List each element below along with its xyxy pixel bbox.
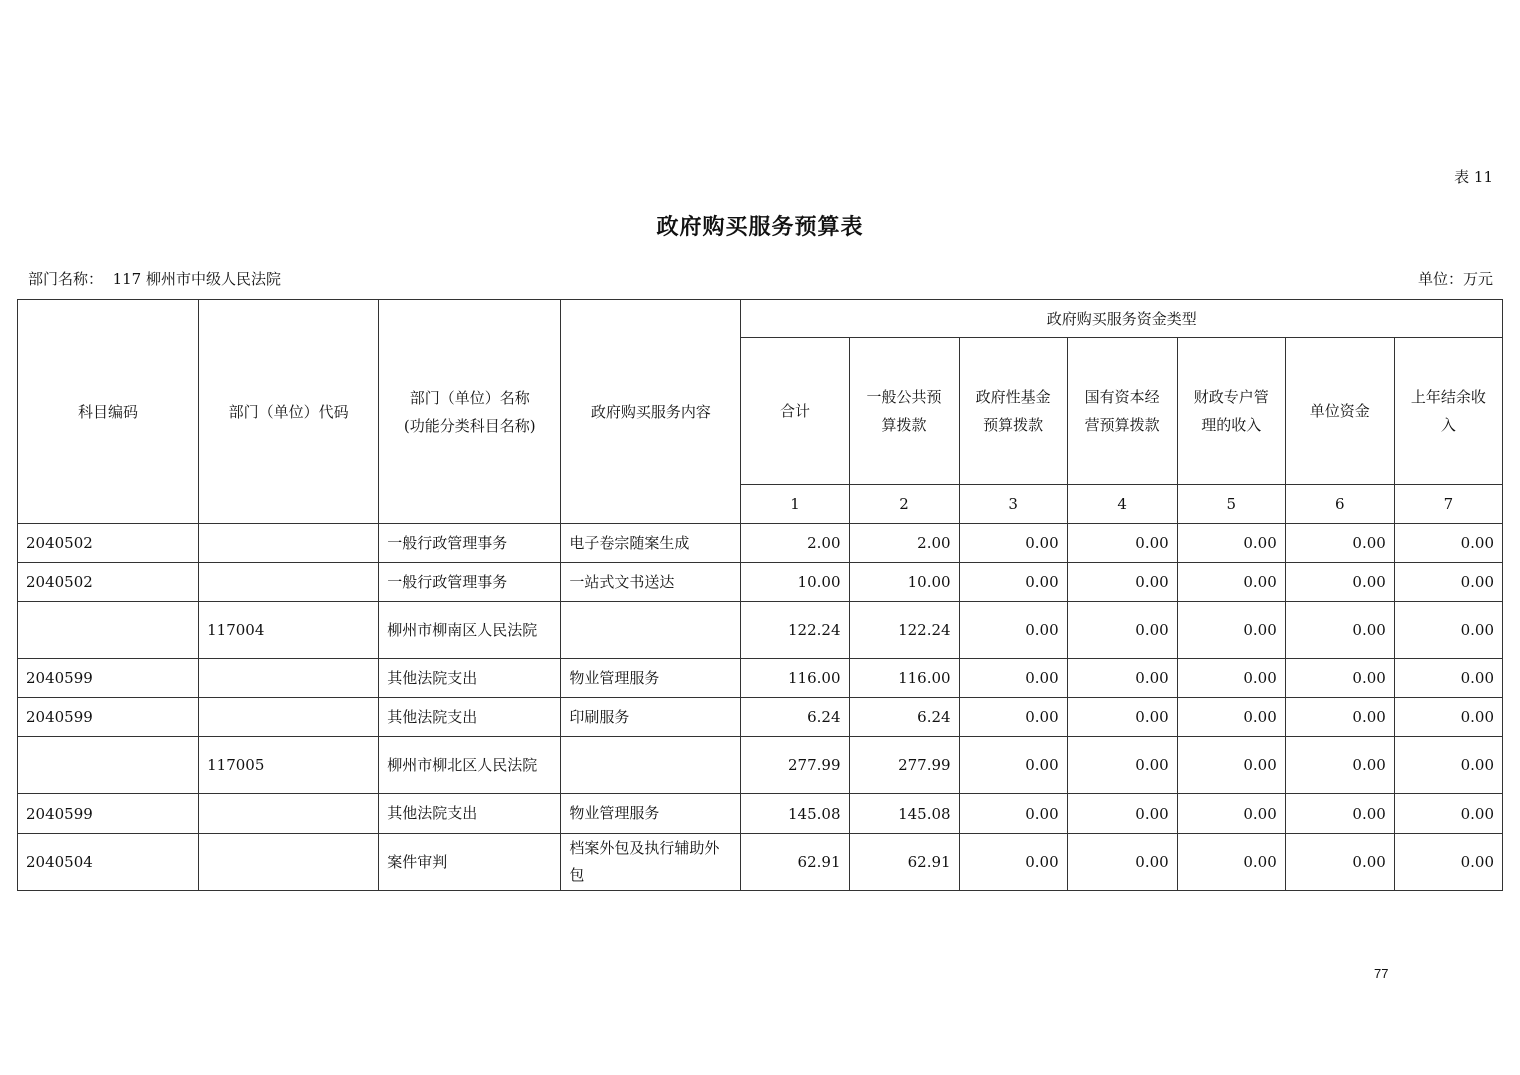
header-fund (1067, 338, 1177, 485)
header-fund-line1: 政府性基金 (975, 388, 1051, 406)
service-content-cell: 电子卷宗随案生成 (561, 524, 741, 563)
service-content-cell: 印刷服务 (561, 698, 741, 737)
amount-cell: 0.00 (1394, 737, 1502, 794)
table-number: 表 11 (1454, 168, 1493, 186)
header-fund-line1: 上年结余收 (1410, 388, 1486, 406)
amount-cell: 0.00 (1285, 563, 1394, 602)
amount-cell: 0.00 (1067, 698, 1177, 737)
amount-cell: 0.00 (1177, 737, 1285, 794)
department-line (28, 268, 281, 289)
header-fund-line2: 算拨款 (881, 416, 927, 434)
amount-cell: 277.99 (849, 737, 959, 794)
header-col-number: 5 (1177, 485, 1285, 524)
header-fund (1177, 338, 1285, 485)
amount-cell: 0.00 (1394, 524, 1502, 563)
header-fund-line1: 单位资金 (1309, 402, 1370, 420)
service-content-cell (561, 602, 741, 659)
amount-cell: 0.00 (1394, 563, 1502, 602)
dept-name-cell: 一般行政管理事务 (379, 524, 561, 563)
amount-cell: 0.00 (959, 698, 1067, 737)
header-col-number: 1 (741, 485, 849, 524)
amount-cell: 0.00 (959, 563, 1067, 602)
amount-cell: 0.00 (1394, 602, 1502, 659)
table-row (18, 698, 1503, 737)
header-fund-line2: 营预算拨款 (1084, 416, 1160, 434)
header-fund-line2: 入 (1440, 416, 1456, 434)
amount-cell: 277.99 (741, 737, 849, 794)
header-fund-line2: 理的收入 (1201, 416, 1262, 434)
page-title: 政府购买服务预算表 (656, 214, 864, 240)
service-content-cell: 物业管理服务 (561, 659, 741, 698)
header-fund (741, 338, 849, 485)
dept-name-cell: 柳州市柳北区人民法院 (379, 737, 561, 794)
dept-code-cell (199, 563, 379, 602)
amount-cell: 0.00 (1177, 659, 1285, 698)
amount-cell: 0.00 (959, 602, 1067, 659)
amount-cell: 0.00 (1394, 659, 1502, 698)
amount-cell: 0.00 (1394, 794, 1502, 834)
subject-code-cell: 2040599 (18, 794, 199, 834)
dept-name-cell: 案件审判 (379, 834, 561, 891)
amount-cell: 0.00 (1285, 659, 1394, 698)
amount-cell: 0.00 (1394, 834, 1502, 891)
amount-cell: 2.00 (741, 524, 849, 563)
amount-cell: 62.91 (741, 834, 849, 891)
amount-cell: 0.00 (1067, 563, 1177, 602)
header-col-number: 6 (1285, 485, 1394, 524)
amount-cell: 0.00 (1177, 524, 1285, 563)
amount-cell: 0.00 (1177, 794, 1285, 834)
amount-cell: 2.00 (849, 524, 959, 563)
header-subject-code: 科目编码 (18, 300, 199, 524)
amount-cell: 0.00 (1394, 698, 1502, 737)
amount-cell: 0.00 (1285, 794, 1394, 834)
amount-cell: 0.00 (959, 834, 1067, 891)
header-fund (1394, 338, 1502, 485)
header-fund-line1: 合计 (779, 402, 810, 420)
header-fund-line2: 预算拨款 (983, 416, 1044, 434)
table-row (18, 834, 1503, 891)
dept-name-cell: 一般行政管理事务 (379, 563, 561, 602)
subject-code-cell: 2040504 (18, 834, 199, 891)
header-fund-line1: 一般公共预 (866, 388, 942, 406)
table-row (18, 737, 1503, 794)
table-row (18, 524, 1503, 563)
header-service-content: 政府购买服务内容 (561, 300, 741, 524)
table-row (18, 563, 1503, 602)
amount-cell: 0.00 (959, 737, 1067, 794)
amount-cell: 6.24 (741, 698, 849, 737)
amount-cell: 62.91 (849, 834, 959, 891)
header-fund-line1: 国有资本经 (1084, 388, 1160, 406)
header-col-number: 3 (959, 485, 1067, 524)
amount-cell: 0.00 (1177, 698, 1285, 737)
amount-cell: 0.00 (1285, 834, 1394, 891)
page-number: 77 (1374, 966, 1389, 981)
table-row (18, 794, 1503, 834)
amount-cell: 116.00 (849, 659, 959, 698)
amount-cell: 0.00 (1285, 602, 1394, 659)
amount-cell: 0.00 (1285, 737, 1394, 794)
amount-cell: 0.00 (1067, 524, 1177, 563)
amount-cell: 116.00 (741, 659, 849, 698)
dept-code-cell (199, 659, 379, 698)
amount-cell: 0.00 (959, 659, 1067, 698)
amount-cell: 0.00 (1285, 698, 1394, 737)
header-fund-line1: 财政专户管 (1193, 388, 1269, 406)
dept-name-cell: 其他法院支出 (379, 659, 561, 698)
amount-cell: 10.00 (741, 563, 849, 602)
header-dept-name-line2: (功能分类科目名称) (403, 416, 536, 435)
header-fund (1285, 338, 1394, 485)
table-row (18, 602, 1503, 659)
department-label: 部门名称： (28, 270, 104, 288)
dept-code-cell: 117005 (199, 737, 379, 794)
subject-code-cell: 2040599 (18, 698, 199, 737)
amount-cell: 0.00 (1067, 794, 1177, 834)
budget-table (17, 299, 1503, 891)
dept-code-cell (199, 794, 379, 834)
amount-cell: 0.00 (1067, 834, 1177, 891)
header-fund-type: 政府购买服务资金类型 (741, 300, 1503, 338)
service-content-cell: 物业管理服务 (561, 794, 741, 834)
header-col-number: 2 (849, 485, 959, 524)
dept-name-cell: 其他法院支出 (379, 698, 561, 737)
amount-cell: 0.00 (1067, 659, 1177, 698)
amount-cell: 122.24 (849, 602, 959, 659)
dept-code-cell (199, 524, 379, 563)
dept-name-cell: 柳州市柳南区人民法院 (379, 602, 561, 659)
header-fund (959, 338, 1067, 485)
header-dept-name (379, 300, 561, 524)
unit-label: 单位：万元 (1417, 270, 1493, 288)
amount-cell: 122.24 (741, 602, 849, 659)
amount-cell: 0.00 (1177, 602, 1285, 659)
service-content-cell (561, 737, 741, 794)
subject-code-cell (18, 602, 199, 659)
dept-code-cell (199, 834, 379, 891)
dept-code-cell: 117004 (199, 602, 379, 659)
amount-cell: 6.24 (849, 698, 959, 737)
header-col-number: 4 (1067, 485, 1177, 524)
amount-cell: 0.00 (959, 794, 1067, 834)
amount-cell: 0.00 (959, 524, 1067, 563)
dept-code-cell (199, 698, 379, 737)
amount-cell: 10.00 (849, 563, 959, 602)
amount-cell: 0.00 (1285, 524, 1394, 563)
service-content-cell: 一站式文书送达 (561, 563, 741, 602)
header-dept-code: 部门（单位）代码 (199, 300, 379, 524)
subject-code-cell: 2040599 (18, 659, 199, 698)
subject-code-cell (18, 737, 199, 794)
header-row (18, 300, 1503, 338)
subject-code-cell: 2040502 (18, 524, 199, 563)
amount-cell: 0.00 (1177, 834, 1285, 891)
department-value: 117 柳州市中级人民法院 (112, 270, 281, 288)
table-body (18, 524, 1503, 891)
service-content-cell: 档案外包及执行辅助外包 (561, 834, 741, 891)
amount-cell: 145.08 (741, 794, 849, 834)
header-dept-name-line1: 部门（单位）名称 (409, 388, 530, 407)
table-row (18, 659, 1503, 698)
amount-cell: 0.00 (1067, 602, 1177, 659)
dept-name-cell: 其他法院支出 (379, 794, 561, 834)
amount-cell: 0.00 (1177, 563, 1285, 602)
header-fund (849, 338, 959, 485)
amount-cell: 145.08 (849, 794, 959, 834)
amount-cell: 0.00 (1067, 737, 1177, 794)
subject-code-cell: 2040502 (18, 563, 199, 602)
header-col-number: 7 (1394, 485, 1502, 524)
